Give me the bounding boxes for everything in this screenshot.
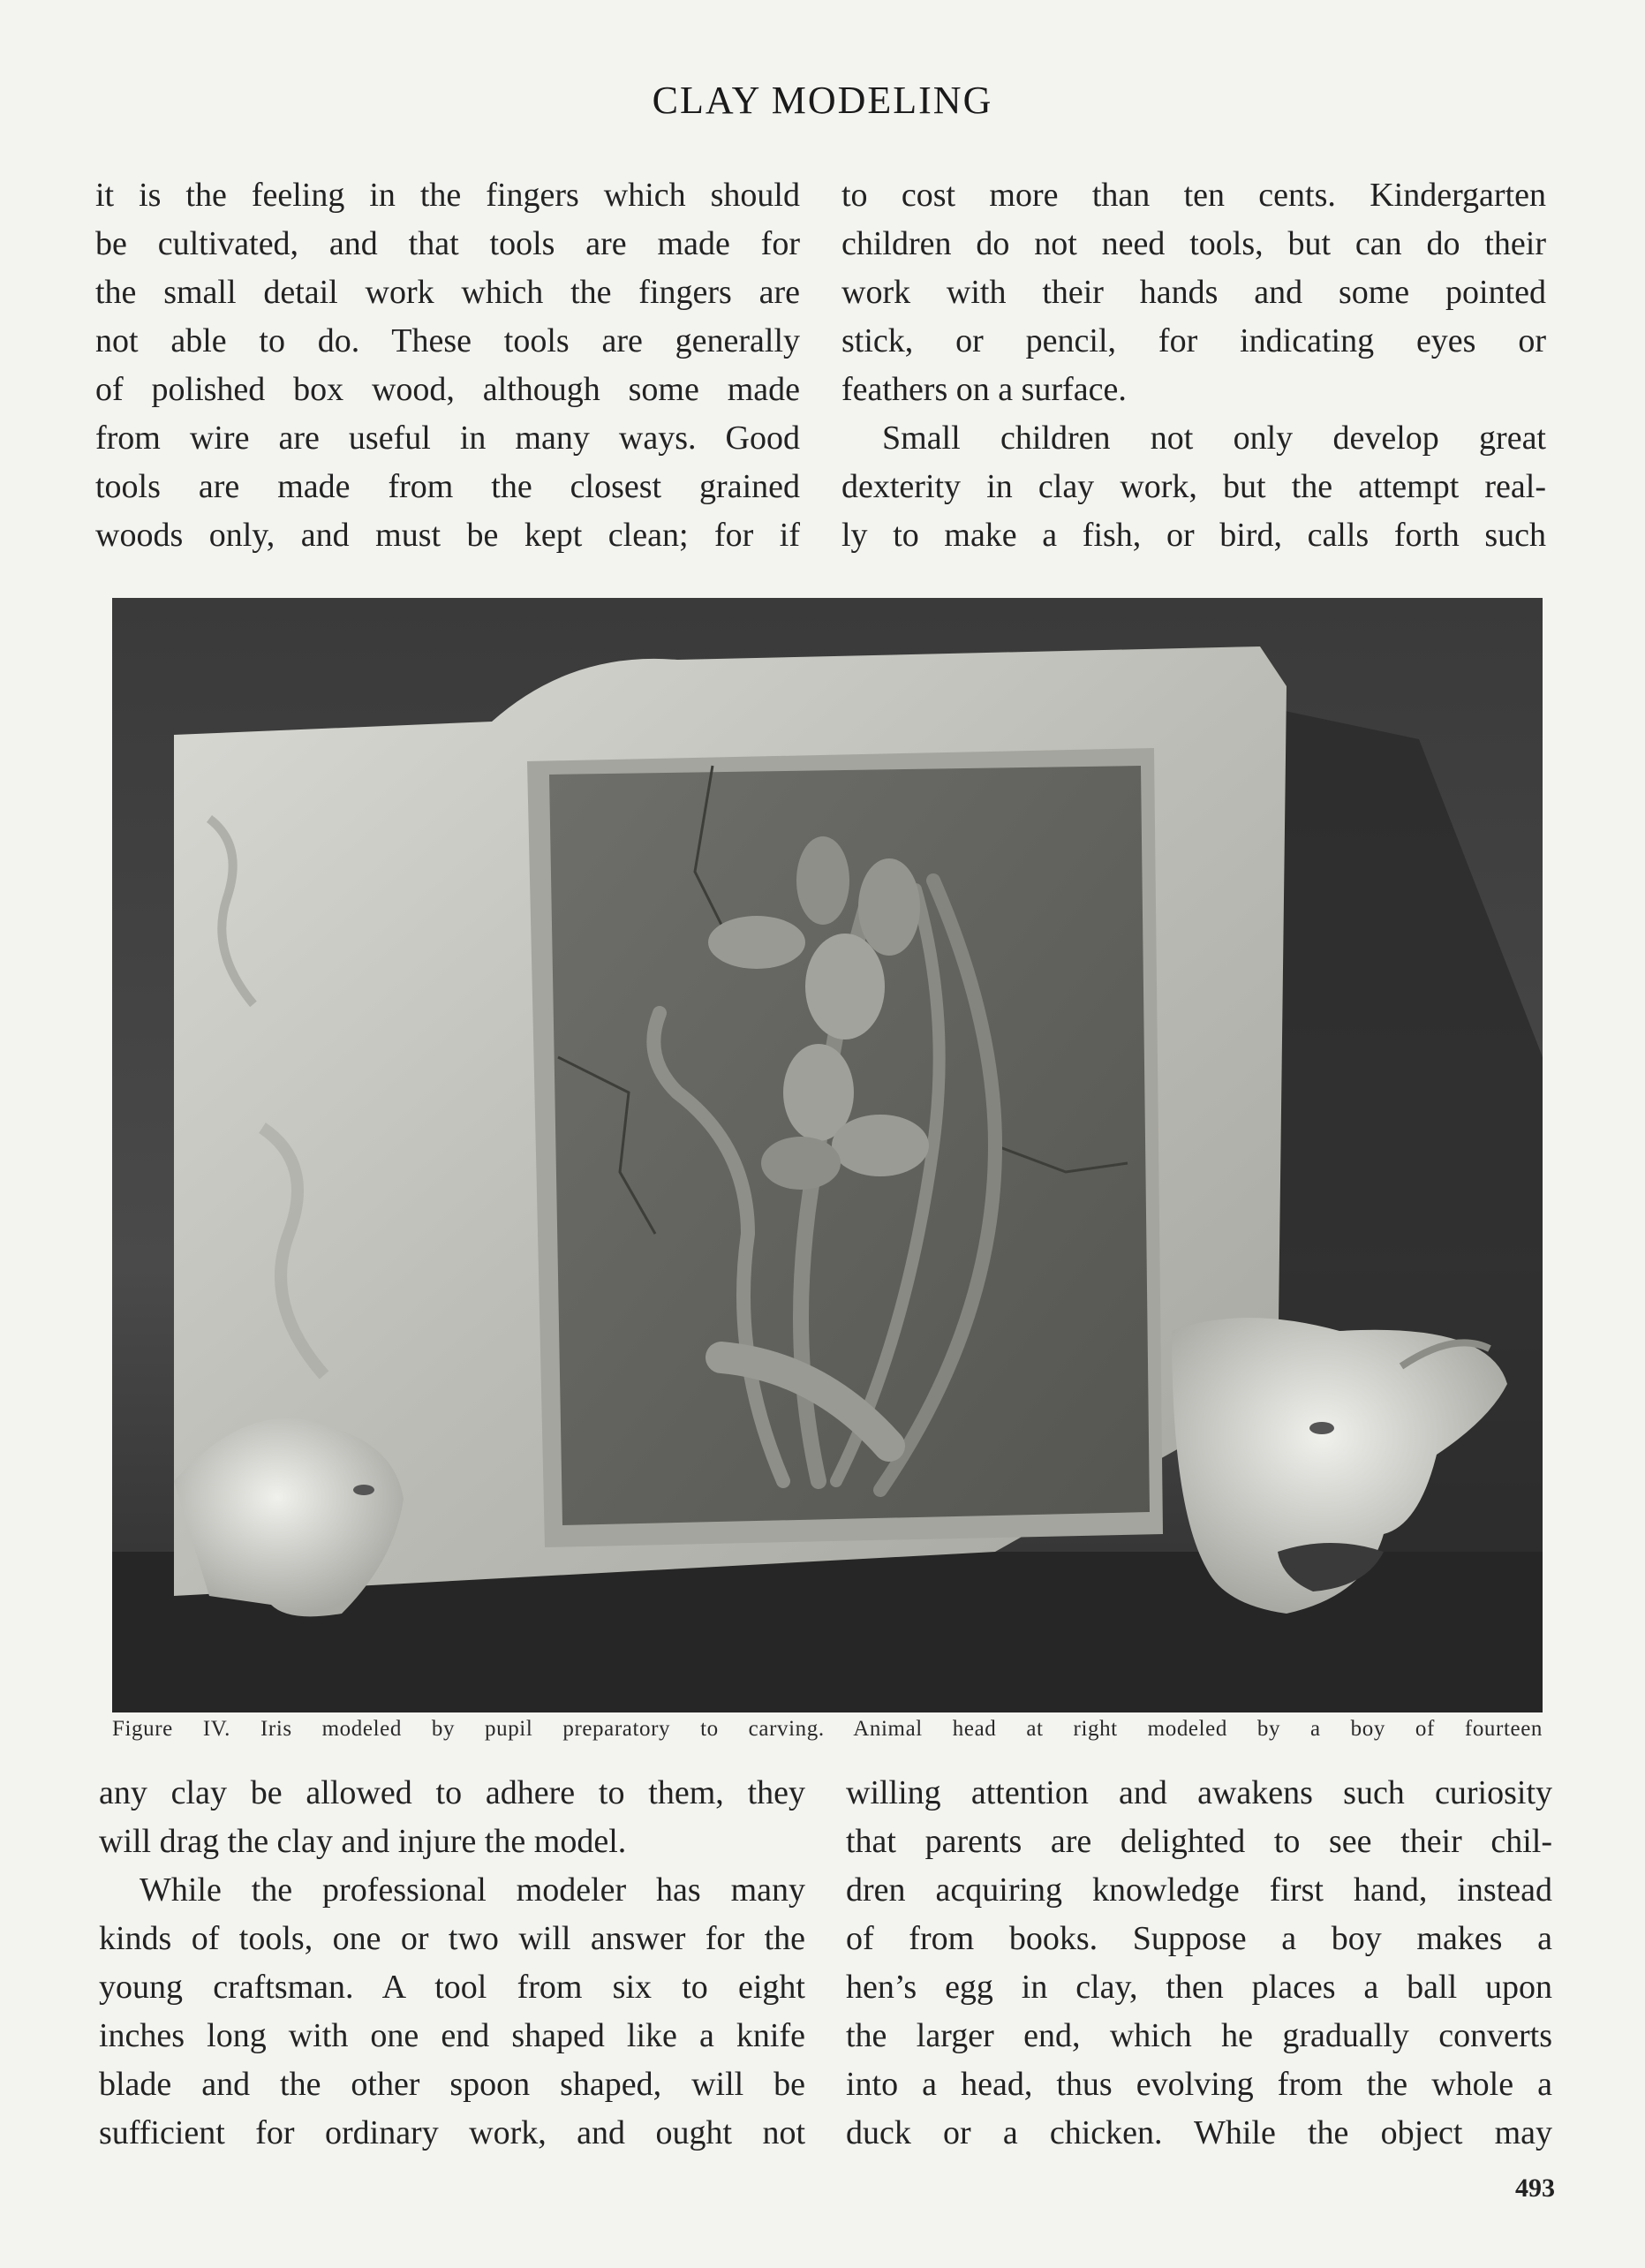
text-line: will drag the clay and injure the model.: [99, 1823, 627, 1860]
text-line: be cultivated, and that tools are made for: [95, 225, 800, 262]
text-line: of polished box wood, although some made: [95, 371, 800, 408]
paragraph-start-line: While the professional modeler has many: [140, 1871, 805, 1909]
text-line: the larger end, which he gradually converts: [846, 2017, 1552, 2054]
text-line: work with their hands and some pointed: [841, 274, 1546, 311]
text-line: tools are made from the closest grained: [95, 468, 800, 505]
figure-caption: Figure IV. Iris modeled by pupil preparatory to carving. Animal head at right modeled by a boy of fourteen: [112, 1717, 1543, 1741]
text-line: stick, or pencil, for indicating eyes or: [841, 322, 1546, 359]
text-line: not able to do. These tools are generally: [95, 322, 800, 359]
text-line: any clay be allowed to adhere to them, they: [99, 1774, 805, 1811]
text-line: sufficient for ordinary work, and ought not: [99, 2114, 805, 2151]
figure-photograph-iris-relief: [112, 598, 1543, 1712]
text-column-top-left: [95, 171, 800, 560]
page-number: 493: [1515, 2174, 1555, 2203]
text-line: the small detail work which the fingers are: [95, 274, 800, 311]
text-line: it is the feeling in the fingers which should: [95, 177, 800, 214]
text-column-top-right: [841, 171, 1546, 560]
text-line: duck or a chicken. While the object may: [846, 2114, 1552, 2151]
text-line: into a head, thus evolving from the whole a: [846, 2066, 1552, 2103]
paragraph-start-line: Small children not only develop great: [882, 420, 1546, 457]
text-line: willing attention and awakens such curiosity: [846, 1774, 1552, 1811]
text-line: young craftsman. A tool from six to eight: [99, 1969, 805, 2006]
text-line: feathers on a surface.: [841, 371, 1127, 408]
text-line: kinds of tools, one or two will answer for the: [99, 1920, 805, 1957]
text-column-bottom-left: [99, 1769, 805, 2158]
text-line: ly to make a fish, or bird, calls forth such: [841, 517, 1546, 554]
running-head: CLAY MODELING: [652, 79, 993, 122]
text-line: blade and the other spoon shaped, will be: [99, 2066, 805, 2103]
relief-photo-illustration: [112, 598, 1543, 1712]
text-line: inches long with one end shaped like a knife: [99, 2017, 805, 2054]
text-line: children do not need tools, but can do their: [841, 225, 1546, 262]
text-line: woods only, and must be kept clean; for if: [95, 517, 800, 554]
text-line: to cost more than ten cents. Kindergarten: [841, 177, 1546, 214]
text-line: from wire are useful in many ways. Good: [95, 420, 800, 457]
text-line: that parents are delighted to see their chil-: [846, 1823, 1552, 1860]
text-line: of from books. Suppose a boy makes a: [846, 1920, 1552, 1957]
text-line: hen’s egg in clay, then places a ball upon: [846, 1969, 1552, 2006]
text-line: dren acquiring knowledge first hand, instead: [846, 1871, 1552, 1909]
text-column-bottom-right: [846, 1769, 1552, 2158]
text-line: dexterity in clay work, but the attempt real-: [841, 468, 1546, 505]
